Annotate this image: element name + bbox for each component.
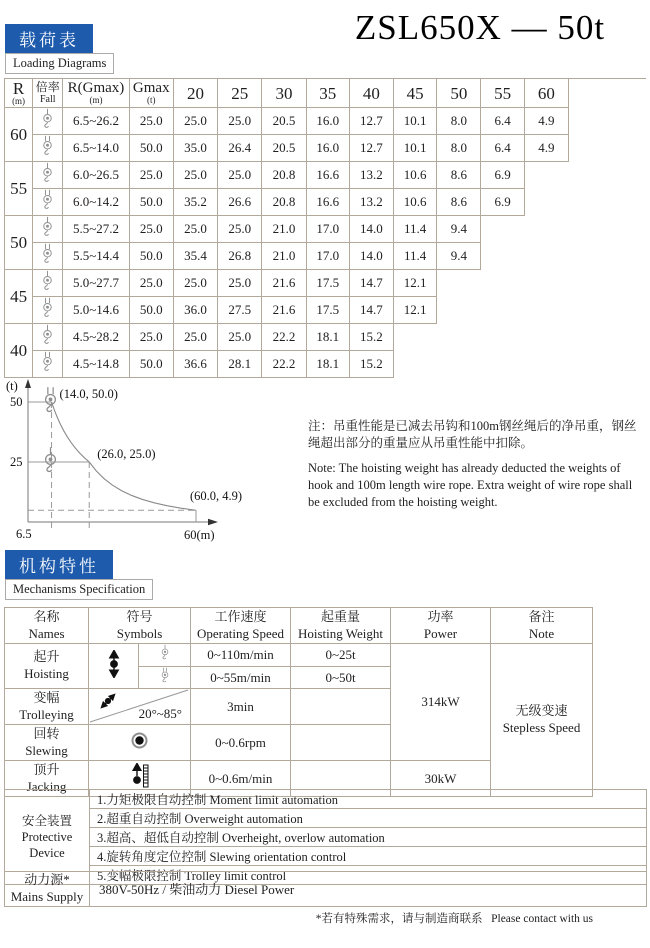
load-value-cell: 14.7 <box>349 297 393 324</box>
load-value-cell: 8.6 <box>437 189 481 216</box>
svg-text:(14.0, 50.0): (14.0, 50.0) <box>59 387 118 401</box>
load-value-cell: 14.0 <box>349 243 393 270</box>
loading-badge-en: Loading Diagrams <box>5 53 114 74</box>
mech-name-slewing: 回转 Slewing <box>5 725 89 761</box>
mech-header-speed: 工作速度 Operating Speed <box>191 608 291 644</box>
hoisting-fall4-cell <box>139 666 191 689</box>
jib-length-cell: 45 <box>5 270 33 324</box>
load-value-cell: 10.1 <box>394 108 437 135</box>
pulley-2fall-icon <box>42 446 59 475</box>
col-header-radius: 45 <box>394 79 437 108</box>
pulley-2fall-icon <box>41 270 54 292</box>
load-value-cell: 6.4 <box>481 135 524 162</box>
gmax-cell: 25.0 <box>129 324 173 351</box>
load-value-cell: 36.6 <box>173 351 217 378</box>
y-axis-arrow-icon <box>25 379 31 388</box>
load-value-cell: 4.9 <box>524 108 568 135</box>
load-value-cell: 25.0 <box>218 162 262 189</box>
svg-text:(26.0, 25.0): (26.0, 25.0) <box>97 447 156 461</box>
load-curve-chart <box>2 372 322 552</box>
note-english: Note: The hoisting weight has already deducted the weights of hook and 100m length wire rope. Extra weight of wire rope shall be excluded from the hoisting weight. <box>308 460 633 509</box>
hoisting-notes <box>308 418 643 510</box>
protective-item: 2.超重自动控制 Overweight automation <box>90 809 647 828</box>
protective-item: 5.变幅极限控制 Trolley limit control <box>90 866 647 885</box>
col-header-radius: 35 <box>306 79 349 108</box>
load-value-cell: 8.0 <box>437 108 481 135</box>
pulley-2fall-icon <box>41 324 54 346</box>
load-value-cell: 25.0 <box>218 270 262 297</box>
x-axis-arrow-icon <box>208 519 218 525</box>
load-value-cell: 11.4 <box>394 243 437 270</box>
load-value-cell: 22.2 <box>262 351 306 378</box>
load-value-cell: 16.0 <box>306 135 349 162</box>
pulley-4fall-icon <box>41 243 54 265</box>
protective-item: 1.力矩极限自动控制 Moment limit automation <box>90 790 647 809</box>
pulley-4fall-icon <box>41 135 54 157</box>
load-value-cell: 25.0 <box>218 324 262 351</box>
load-value-cell: 8.6 <box>437 162 481 189</box>
load-value-cell: 18.1 <box>306 324 349 351</box>
load-value-cell: 21.6 <box>262 297 306 324</box>
load-value-cell: 20.5 <box>262 108 306 135</box>
pulley-4fall-icon <box>160 667 170 684</box>
load-value-cell: 9.4 <box>437 243 481 270</box>
load-value-cell: 25.0 <box>173 324 217 351</box>
load-value-cell: 25.0 <box>173 270 217 297</box>
rgmax-range-cell: 5.0~14.6 <box>63 297 129 324</box>
load-value-cell: 21.6 <box>262 270 306 297</box>
svg-text:(60.0, 4.9): (60.0, 4.9) <box>189 489 243 504</box>
load-value-cell: 16.6 <box>306 162 349 189</box>
col-header-radius-r: R (m) <box>5 79 33 108</box>
load-value-cell: 13.2 <box>349 162 393 189</box>
gmax-cell: 25.0 <box>129 270 173 297</box>
load-value-cell: 18.1 <box>306 351 349 378</box>
load-value-cell: 6.9 <box>481 162 524 189</box>
rgmax-range-cell: 5.0~27.7 <box>63 270 129 297</box>
power-main-cell: 314kW <box>391 644 491 761</box>
load-value-cell: 22.2 <box>262 324 306 351</box>
col-header-rgmax: R(Gmax) (m) <box>63 79 129 108</box>
load-value-cell: 36.0 <box>173 297 217 324</box>
hoisting-weight-cell: 0~25t <box>291 644 391 667</box>
mechanisms-table <box>4 607 593 797</box>
svg-text:50: 50 <box>10 395 23 409</box>
svg-text:60(m): 60(m) <box>184 528 215 542</box>
fall-icon-cell <box>33 324 63 351</box>
load-value-cell: 26.6 <box>218 189 262 216</box>
mech-name-jacking: 顶升 Jacking <box>5 761 89 797</box>
protective-item: 4.旋转角度定位控制 Slewing orientation control <box>90 847 647 866</box>
hoisting-fall2-cell <box>139 644 191 667</box>
mech-name-hoisting: 起升 Hoisting <box>5 644 89 689</box>
svg-text:6.5: 6.5 <box>16 527 32 541</box>
gmax-cell: 50.0 <box>129 297 173 324</box>
load-value-cell: 35.4 <box>173 243 217 270</box>
protective-device-label: 安全装置 Protective Device <box>5 790 90 885</box>
load-value-cell: 21.0 <box>262 243 306 270</box>
fall-icon-cell <box>33 189 63 216</box>
jacking-power-cell: 30kW <box>391 761 491 797</box>
gmax-cell: 25.0 <box>129 216 173 243</box>
gmax-cell: 50.0 <box>129 135 173 162</box>
jib-length-cell: 40 <box>5 324 33 378</box>
mechanisms-badge <box>5 550 153 600</box>
trolleying-speed-cell: 3min <box>191 689 291 725</box>
load-value-cell: 25.0 <box>173 216 217 243</box>
jib-length-cell: 60 <box>5 108 33 162</box>
load-value-cell: 20.8 <box>262 162 306 189</box>
load-value-cell: 26.8 <box>218 243 262 270</box>
mains-supply-value: 380V-50Hz / 柴油动力 Diesel Power <box>90 872 647 907</box>
load-value-cell: 20.8 <box>262 189 306 216</box>
load-value-cell: 27.5 <box>218 297 262 324</box>
fall-icon-cell <box>33 108 63 135</box>
fall-icon-cell <box>33 135 63 162</box>
mains-supply-label: 动力源* Mains Supply <box>5 872 90 907</box>
slewing-rotation-icon <box>131 732 148 749</box>
page-title: ZSL650X — 50t <box>354 8 606 47</box>
mechanisms-badge-en: Mechanisms Specification <box>5 579 153 600</box>
hoisting-symbol-cell <box>89 644 139 689</box>
gmax-cell: 50.0 <box>129 351 173 378</box>
load-value-cell: 4.9 <box>524 135 568 162</box>
mech-header-names: 名称 Names <box>5 608 89 644</box>
rgmax-range-cell: 4.5~28.2 <box>63 324 129 351</box>
mech-name-trolleying: 变幅 Trolleying <box>5 689 89 725</box>
load-value-cell: 6.9 <box>481 189 524 216</box>
loading-badge-cn: 载荷表 <box>5 24 93 53</box>
protective-item: 3.超高、超低自动控制 Overheight, overlow automation <box>90 828 647 847</box>
pulley-2fall-icon <box>160 644 170 661</box>
jib-length-cell: 50 <box>5 216 33 270</box>
rgmax-range-cell: 6.0~26.5 <box>63 162 129 189</box>
pulley-4fall-icon <box>41 189 54 211</box>
load-value-cell: 12.1 <box>394 270 437 297</box>
fall-icon-cell <box>33 297 63 324</box>
fall-icon-cell <box>33 243 63 270</box>
load-value-cell: 10.6 <box>394 189 437 216</box>
load-value-cell: 17.0 <box>306 243 349 270</box>
svg-text:(t): (t) <box>6 379 18 393</box>
trolleying-symbol-cell <box>89 689 191 725</box>
slewing-weight-cell <box>291 725 391 761</box>
fall-icon-cell <box>33 216 63 243</box>
load-value-cell: 10.6 <box>394 162 437 189</box>
load-value-cell: 35.2 <box>173 189 217 216</box>
gmax-cell: 25.0 <box>129 108 173 135</box>
load-value-cell: 15.2 <box>349 351 393 378</box>
note-stepless-cell: 无级变速 Stepless Speed <box>491 644 593 797</box>
pulley-2fall-icon <box>41 108 54 130</box>
rgmax-range-cell: 4.5~14.8 <box>63 351 129 378</box>
load-value-cell: 9.4 <box>437 216 481 243</box>
hoisting-weight-cell: 0~50t <box>291 666 391 689</box>
load-value-cell: 25.0 <box>218 216 262 243</box>
rgmax-range-cell: 6.5~14.0 <box>63 135 129 162</box>
jib-length-cell: 55 <box>5 162 33 216</box>
load-value-cell: 25.0 <box>173 108 217 135</box>
pulley-2fall-icon <box>41 216 54 238</box>
mains-table <box>4 871 647 907</box>
footer-note: *若有特殊需求，请与制造商联系 Please contact with us <box>315 913 593 925</box>
col-header-radius: 20 <box>173 79 217 108</box>
load-value-cell: 13.2 <box>349 189 393 216</box>
load-value-cell: 17.5 <box>306 270 349 297</box>
rgmax-range-cell: 6.5~26.2 <box>63 108 129 135</box>
jacking-speed-cell: 0~0.6m/min <box>191 761 291 797</box>
load-value-cell: 28.1 <box>218 351 262 378</box>
col-header-radius: 55 <box>481 79 524 108</box>
jacking-icon <box>130 763 150 789</box>
col-header-radius: 50 <box>437 79 481 108</box>
load-value-cell: 15.2 <box>349 324 393 351</box>
pulley-4fall-icon <box>41 297 54 319</box>
load-value-cell: 17.5 <box>306 297 349 324</box>
loading-diagrams-badge <box>5 24 114 74</box>
hoisting-speed-cell: 0~110m/min <box>191 644 291 667</box>
load-value-cell: 16.0 <box>306 108 349 135</box>
pulley-2fall-icon <box>41 162 54 184</box>
hoisting-arrows-icon <box>108 650 120 678</box>
fall-icon-cell <box>33 270 63 297</box>
rgmax-range-cell: 5.5~14.4 <box>63 243 129 270</box>
load-value-cell: 6.4 <box>481 108 524 135</box>
col-header-fall: 倍率 Fall <box>33 79 63 108</box>
load-value-cell: 20.5 <box>262 135 306 162</box>
svg-text:25: 25 <box>10 455 23 469</box>
pulley-4fall-icon <box>41 351 54 373</box>
trolleying-angle: 20°~85° <box>138 705 183 721</box>
load-value-cell: 25.0 <box>218 108 262 135</box>
pulley-4fall-icon <box>42 386 59 415</box>
mechanisms-badge-cn: 机构特性 <box>5 550 113 579</box>
col-header-radius: 60 <box>524 79 568 108</box>
col-header-radius: 40 <box>349 79 393 108</box>
trolleying-arrow-icon <box>99 692 117 710</box>
load-value-cell: 16.6 <box>306 189 349 216</box>
load-value-cell: 12.7 <box>349 135 393 162</box>
gmax-cell: 50.0 <box>129 243 173 270</box>
hoisting-speed-cell: 0~55m/min <box>191 666 291 689</box>
trolleying-weight-cell <box>291 689 391 725</box>
slewing-symbol-cell <box>89 725 191 761</box>
load-value-cell: 35.0 <box>173 135 217 162</box>
load-value-cell: 14.0 <box>349 216 393 243</box>
rgmax-range-cell: 5.5~27.2 <box>63 216 129 243</box>
mech-header-note: 备注 Note <box>491 608 593 644</box>
load-value-cell: 12.1 <box>394 297 437 324</box>
rgmax-range-cell: 6.0~14.2 <box>63 189 129 216</box>
load-value-cell: 26.4 <box>218 135 262 162</box>
loading-table <box>4 78 569 378</box>
col-header-radius: 25 <box>218 79 262 108</box>
load-value-cell: 10.1 <box>394 135 437 162</box>
load-value-cell: 8.0 <box>437 135 481 162</box>
gmax-cell: 25.0 <box>129 162 173 189</box>
gmax-cell: 50.0 <box>129 189 173 216</box>
load-value-cell: 11.4 <box>394 216 437 243</box>
slewing-speed-cell: 0~0.6rpm <box>191 725 291 761</box>
load-value-cell: 14.7 <box>349 270 393 297</box>
mech-header-symbols: 符号 Symbols <box>89 608 191 644</box>
note-chinese: 注：吊重性能是已减去吊钩和100m钢丝绳后的净吊重，钢丝绳超出部分的重量应从吊重性能中扣除。 <box>308 419 637 450</box>
col-header-radius: 30 <box>262 79 306 108</box>
col-header-gmax: Gmax (t) <box>129 79 173 108</box>
load-value-cell: 17.0 <box>306 216 349 243</box>
load-curve-svg <box>2 372 322 552</box>
mech-header-weight: 起重量 Hoisting Weight <box>291 608 391 644</box>
fall-icon-cell <box>33 162 63 189</box>
load-value-cell: 12.7 <box>349 108 393 135</box>
mech-header-power: 功率 Power <box>391 608 491 644</box>
load-value-cell: 25.0 <box>173 162 217 189</box>
load-value-cell: 21.0 <box>262 216 306 243</box>
